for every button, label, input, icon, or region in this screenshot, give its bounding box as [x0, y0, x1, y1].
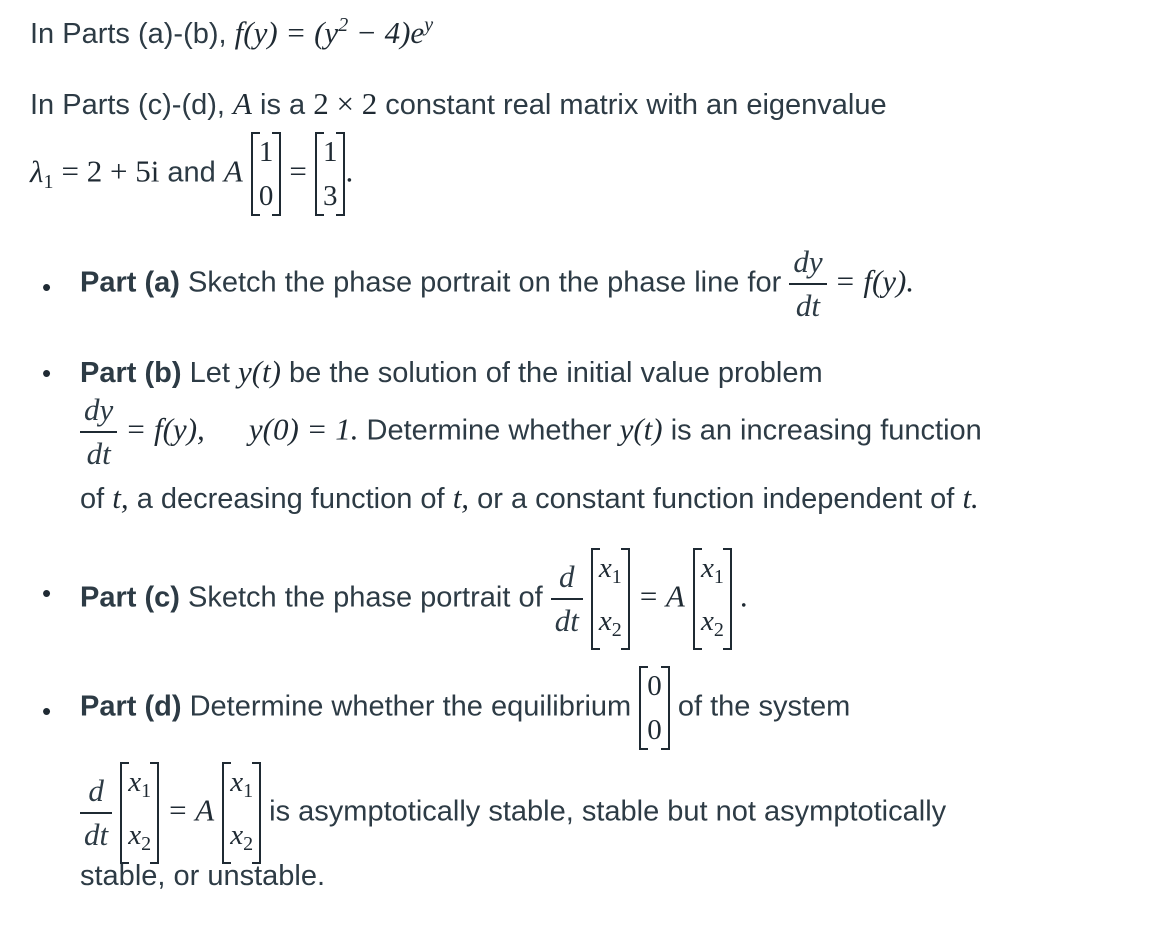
x-vector-left-c: $x_1$ $x_2$	[591, 546, 630, 652]
vector-1-3: 1 3	[315, 130, 346, 218]
bullet-a: •	[42, 272, 52, 302]
dy-dt-fraction-b: $\frac{dy}{dt}$	[80, 392, 117, 472]
part-b-line-1: Part (b) Let y(t) be the solution of the initial value problem	[80, 354, 823, 389]
intro-line-3: $\lambda_1 = 2 + 5i$ and A 1 0 = 1 3 .	[30, 130, 353, 218]
part-d-line-1: Part (d) Determine whether the equilibrium 0 0 of the system	[80, 664, 850, 752]
part-a: Part (a) Sketch the phase portrait on the phase line for $\frac{dy}{dt}$ = f(y).	[80, 244, 915, 323]
d-dt-fraction-c: $\frac{d}{dt}$	[551, 559, 583, 639]
x-vector-right-c: $x_1$ $x_2$	[693, 546, 732, 652]
bullet-d: •	[42, 696, 52, 726]
part-d-line-2: $\frac{d}{dt}$ $x_1$ $x_2$ = A $x_1$ $x_2$ is asymptotically stable, stable but not asymptotically	[80, 760, 946, 866]
eigenvalue: $\lambda_1$	[30, 153, 54, 193]
bullet-c: •	[42, 578, 52, 608]
vector-1-0: 1 0	[251, 130, 282, 218]
part-d-line-3: stable, or unstable.	[80, 860, 326, 892]
part-b-line-2: $\frac{dy}{dt}$ = f(y), y(0) = 1. Determine whether y(t) is an increasing function	[80, 392, 982, 472]
dy-dt-fraction: $\frac{dy}{dt}$	[789, 244, 826, 324]
part-c: Part (c) Sketch the phase portrait of $\frac{d}{dt}$ $x_1$ $x_2$ = A $x_1$ $x_2$ .	[80, 546, 748, 652]
intro-line-1: In Parts (a)-(b), $f(y) = (y^2 - 4)e^y$	[30, 14, 434, 50]
intro-line-2: In Parts (c)-(d), A is a 2 × 2 constant real matrix with an eigenvalue	[30, 86, 887, 121]
f-definition: $f(y) = (y^2 - 4)e^y$	[234, 14, 434, 50]
x-vector-right-d: $x_1$ $x_2$	[222, 760, 261, 866]
zero-vector: 0 0	[639, 664, 670, 752]
bullet-b: •	[42, 358, 52, 388]
part-b-line-3: of t, a decreasing function of t, or a constant function independent of t.	[80, 480, 979, 515]
x-vector-left-d: $x_1$ $x_2$	[120, 760, 159, 866]
d-dt-fraction-d: $\frac{d}{dt}$	[80, 773, 112, 853]
